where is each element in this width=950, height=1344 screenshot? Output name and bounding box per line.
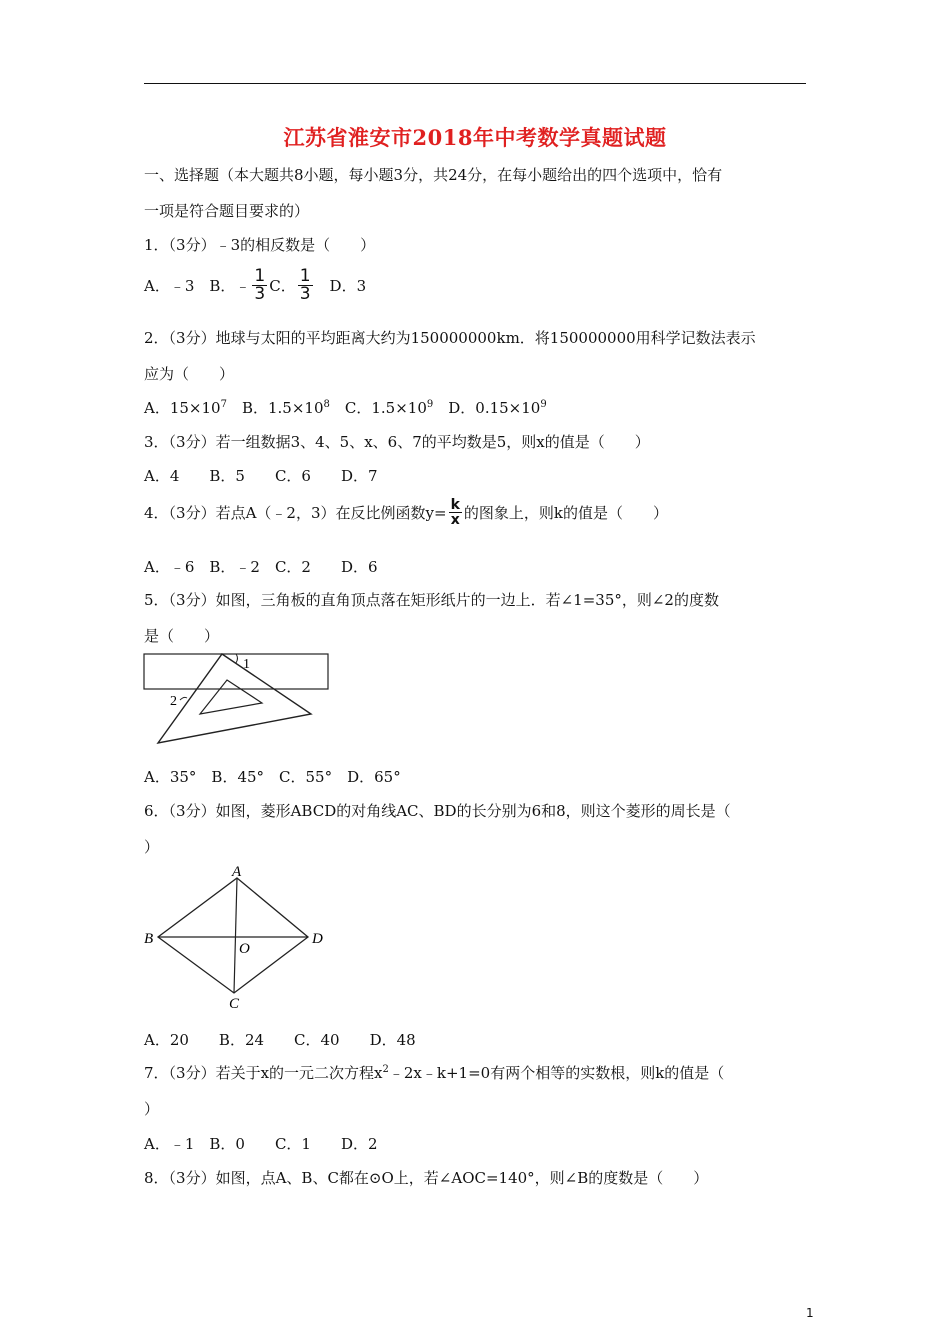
q6-label-c: C xyxy=(229,996,240,1010)
q1-fraction-b-numerator: 1 xyxy=(254,266,266,286)
q2-option-d: D．0.15×10 xyxy=(433,399,541,417)
q7-options: A．﹣1 B．0 C．1 D．2 xyxy=(144,1135,378,1153)
q5-angle-1-label: 1 xyxy=(243,657,250,672)
q6-options: A．20 B．24 C．40 D．48 xyxy=(144,1031,416,1049)
q5-rectangle xyxy=(144,654,328,689)
section-heading-line-1: 一、选择题（本大题共8小题，每小题3分，共24分，在每小题给出的四个选项中，恰有 xyxy=(144,166,723,184)
q1-option-a-b: A．﹣3 B．﹣ xyxy=(144,277,251,295)
section-heading-line-2: 一项是符合题目要求的） xyxy=(144,202,310,220)
q5-angle-2-arc xyxy=(180,697,187,700)
q5-figure xyxy=(140,648,340,750)
q7-stem-line-2: ） xyxy=(144,1100,160,1118)
q5-angle-1-arc xyxy=(236,654,238,663)
q1-options xyxy=(144,268,366,303)
q2-option-c: C．1.5×10 xyxy=(329,399,427,417)
q5-angle-2-label: 2 xyxy=(170,694,177,709)
q1-fraction-c-denominator: 3 xyxy=(299,284,311,304)
q1-fraction-b-denominator: 3 xyxy=(254,284,266,304)
q7-stem-line-1 xyxy=(144,1062,724,1083)
q4-fraction-denominator: x xyxy=(450,512,460,528)
q5-stem-line-2: 是（ ） xyxy=(144,627,220,645)
q3-stem: 3．（3分）若一组数据3、4、5、x、6、7的平均数是5，则x的值是（ ） xyxy=(144,433,650,451)
q4-options: A．﹣6 B．﹣2 C．2 D．6 xyxy=(144,558,378,576)
q1-stem: 1．（3分）﹣3的相反数是（ ） xyxy=(144,236,376,254)
header-rule xyxy=(144,83,806,84)
page-number: 1 xyxy=(806,1306,814,1320)
q1-option-c-label: C． xyxy=(269,277,296,295)
q6-rhombus xyxy=(158,878,308,993)
q5-options: A．35° B．45° C．55° D．65° xyxy=(144,768,401,786)
q1-option-d: D．3 xyxy=(314,277,367,295)
page-title: 江苏省淮安市2018年中考数学真题试题 xyxy=(283,125,667,150)
q7-stem-after: ﹣2x﹣k+1=0有两个相等的实数根，则k的值是（ xyxy=(388,1064,725,1082)
q6-label-d: D xyxy=(312,931,323,947)
q7-stem-before: 7．（3分）若关于x的一元二次方程x xyxy=(144,1064,383,1082)
q6-stem-line-1: 6．（3分）如图，菱形ABCD的对角线AC、BD的长分别为6和8，则这个菱形的周长是（ xyxy=(144,802,731,820)
q4-stem-after: 的图象上，则k的值是（ ） xyxy=(463,504,668,522)
q7-stem-exponent: 2 xyxy=(382,1064,389,1075)
q3-options: A．4 B．5 C．6 D．7 xyxy=(144,467,378,485)
q1-fraction-c-numerator: 1 xyxy=(299,266,311,286)
q6-label-b: B xyxy=(144,931,154,947)
q2-option-d-exponent: 9 xyxy=(540,399,547,410)
q1-fraction-b xyxy=(252,268,267,303)
q2-options xyxy=(144,397,547,418)
q6-stem-line-2: ） xyxy=(144,838,160,856)
q2-option-c-exponent: 9 xyxy=(426,399,434,410)
q4-fraction-numerator: k xyxy=(450,497,460,513)
q6-diagonal-ac xyxy=(234,878,237,993)
q2-stem-line-1: 2．（3分）地球与太阳的平均距离大约为150000000km．将150000000用科学记数法表示 xyxy=(144,329,756,347)
q2-option-a-exponent: 7 xyxy=(220,399,227,410)
q4-stem-before: 4．（3分）若点A（﹣2，3）在反比例函数y= xyxy=(144,504,447,522)
q5-stem-line-1: 5．（3分）如图，三角板的直角顶点落在矩形纸片的一边上．若∠1=35°，则∠2的度数 xyxy=(144,591,719,609)
q6-figure xyxy=(140,860,340,1010)
q6-label-a: A xyxy=(232,864,242,880)
q2-option-b-exponent: 8 xyxy=(323,399,330,410)
q8-stem: 8．（3分）如图，点A、B、C都在⊙O上，若∠AOC=140°，则∠B的度数是（ ） xyxy=(144,1169,709,1187)
q1-fraction-c xyxy=(298,268,313,303)
q4-fraction xyxy=(449,498,462,527)
q5-triangle-inner xyxy=(200,680,262,714)
q6-label-o: O xyxy=(239,941,250,957)
q2-option-a: A．15×10 xyxy=(144,399,221,417)
q4-stem xyxy=(144,498,668,527)
q2-stem-line-2: 应为（ ） xyxy=(144,365,235,383)
q2-option-b: B．1.5×10 xyxy=(226,399,324,417)
